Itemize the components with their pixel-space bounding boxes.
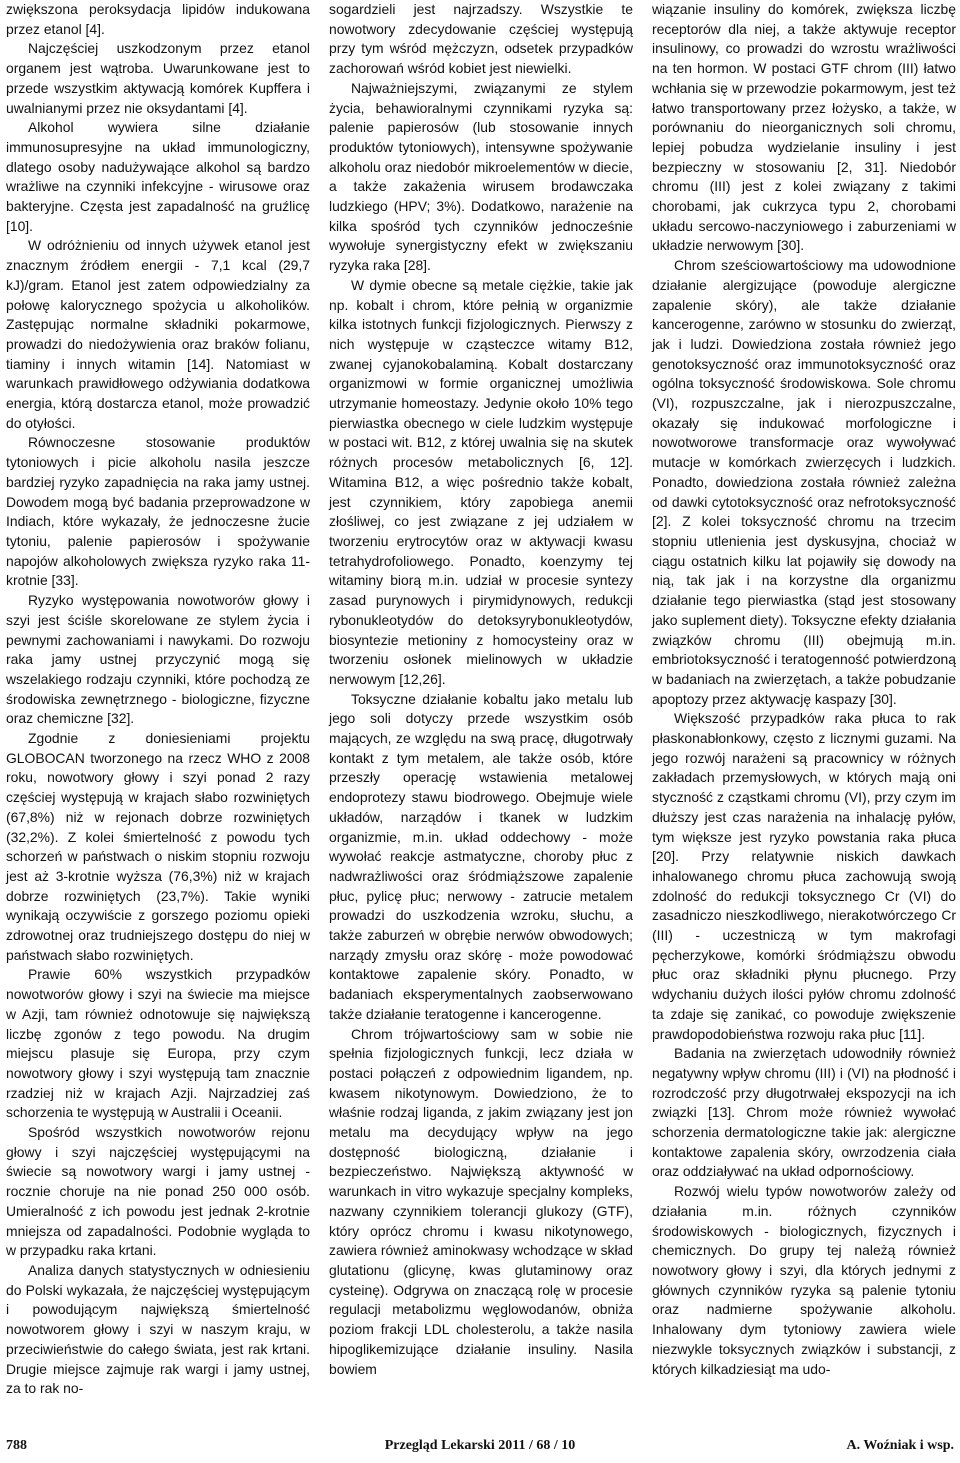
paragraph: W dymie obecne są metale ciężkie, takie jak np. kobalt i chrom, które pełnią w organizmie kilka istotnych funkcji fizjologicznych. Pierwszy z nich występuje w cząsteczce witamy B12, zwanej cyjanokobalaminą. Kobalt dostarczany organizmowi w formie organicznej umożliwia utrzymanie homeostazy. Jedynie około 10% tego pierwiastka obecnego w ciele ludzkim występuje w postaci wit. B12, z której uwalnia się na skutek różnych procesów metabolicznych [6, 12]. Witamina B12, a więc pośrednio także kobalt, jest czynnikiem, który zapobiega anemii złośliwej, co jest związane z jej udziałem w tworzeniu erytrocytów oraz w aktywacji kwasu tetrahydrofoliowego. Ponadto, koenzymy tej witaminy biorą m.in. udział w procesie syntezy zasad purynowych i pirymidynowych, redukcji rybonukleotydów do detoksyrybonukleotydów, biosyntezie metioniny z homocysteiny oraz w tworzeniu osłonek mielinowych w układzie nerwowym [12,26]. (329, 276, 633, 687)
text-column-right (652, 0, 956, 1379)
journal-citation: Przegląd Lekarski 2011 / 68 / 10 (384, 1438, 576, 1453)
article-authors: A. Woźniak i wsp. (846, 1438, 954, 1453)
paragraph: Chrom trójwartościowy sam w sobie nie spełnia fizjologicznych funkcji, lecz działa w postaci połączeń z odpowiednim ligandem, np. kwasem nikotynowym. Dowiedziono, że to właśnie rodzaj liganda, z jakim związany jest jon metalu ma decydujący wpływ na jego dostępność biologiczną, działanie i bezpieczeństwo. Największą aktywność w warunkach in vitro wykazuje specjalny kompleks, nazwany czynnikiem tolerancji glukozy (GTF), który oprócz chromu i kwasu nikotynowego, zawiera również aminokwasy wchodzące w skład glutationu (glicynę, kwas glutaminowy oraz cysteinę). Odgrywa on znaczącą rolę w procesie regulacji metabolizmu węglowodanów, obniża poziom frakcji LDL cholesterolu, a także nasila hipoglikemizujące działanie insuliny. Nasila bowiem (329, 1025, 633, 1377)
paragraph: zwiększona peroksydacja lipidów indukowana przez etanol [4]. (6, 1, 310, 37)
paragraph: W odróżnieniu od innych używek etanol jest znacznym źródłem energii - 7,1 kcal (29,7 kJ)/gram. Etanol jest zatem odpowiedzialny za połowę kalorycznego spożycia u alkoholików. Zastępując normalne składniki pokarmowe, prowadzi do niedożywienia oraz braków folianu, tiaminy i innych witamin [14]. Natomiast w warunkach prawidłowego odżywiania dodatkowa energia, którą dostarcza etanol, może prowadzić do otyłości. (6, 237, 310, 431)
paragraph: Chrom sześciowartościowy ma udowodnione działanie alergizujące (powoduje alergiczne zapalenie skóry), ale także działanie kancerogenne, zarówno w stosunku do zwierząt, jak i ludzi. Dowiedziona została również jego genotoksyczność oraz immunotoksyczność oraz ogólna toksyczność środowiskowa. Sole chromu (VI), rozpuszczalne, jak i nierozpuszczalne, okazały się indukować morfologiczne i nowotworowe transformacje oraz wywoływać mutacje w komórkach zwierzęcych i ludzkich. Ponadto, dowiedziona została również zależna od dawki cytotoksyczność oraz nefrotoksyczność [2]. Z kolei toksyczność chromu na trzecim stopniu utlenienia jest dyskusyjna, chociaż w ciągu ostatnich kilku lat pojawiły się dowody na nią, tak jak i na korzystne dla organizmu działanie tego pierwiastka (stąd jest stosowany jako suplement diety). Toksyczne efekty działania związków chromu (III) obejmują m.in. embriotoksyczność i teratogenność potwierdzoną w badaniach na zwierzętach, a także pobudzanie apoptozy przez aktywację kaspazy [30]. (652, 257, 956, 707)
paragraph: Najczęściej uszkodzonym przez etanol organem jest wątroba. Uwarunkowane jest to przede wszystkim aktywacją komórek Kupffera i uwalnianymi przez nie oksydantami [4]. (6, 40, 310, 116)
paragraph: Równoczesne stosowanie produktów tytoniowych i picie alkoholu nasila jeszcze bardziej ryzyko zapadnięcia na raka jamy ustnej. Dowodem mogą być badania przeprowadzone w Indiach, które wykazały, że jednoczesne żucie tytoniu, palenie papierosów i spożywanie napojów alkoholowych zwiększa ryzyko raka 11-krotnie [33]. (6, 434, 310, 589)
paragraph: wiązanie insuliny do komórek, zwiększa liczbę receptorów dla niej, a także aktywuje receptor insulinowy, co prowadzi do wzrostu wrażliwości na ten hormon. W postaci GTF chrom (III) łatwo wchłania się w przewodzie pokarmowym, jest też łatwo transportowany przez łożysko, a także, w porównaniu do nieorganicznych soli chromu, lepiej pobudza wydzielanie insuliny i jest bezpieczny w stosowaniu [2, 31]. Niedobór chromu (III) jest z kolei związany z takimi chorobami, jak cukrzyca typu 2, chorobami układu sercowo-naczyniowego i zaburzeniami w układzie nerwowym [30]. (652, 1, 956, 254)
paragraph: sogardzieli jest najrzadszy. Wszystkie te nowotwory zdecydowanie częściej występują przy tym wśród mężczyzn, odsetek przypadków zachorowań wśród kobiet jest niewielki. (329, 1, 633, 77)
text-column-middle (329, 0, 633, 1379)
paragraph: Najważniejszymi, związanymi ze stylem życia, behawioralnymi czynnikami ryzyka są: palenie papierosów (lub stosowanie innych produktów tytoniowych), intensywne spożywanie alkoholu oraz niedobór mikroelementów w diecie, a także zakażenia wirusem brodawczaka ludzkiego (HPV; 3%). Dodatkowo, narażenie na kilka spośród tych czynników jednocześnie wywołuje synergistyczny efekt w zwiększaniu ryzyka raka [28]. (329, 79, 633, 274)
paragraph: Rozwój wielu typów nowotworów zależy od działania m.in. różnych czynników środowiskowych - biologicznych, fizycznych i chemicznych. Do grupy tej należą również nowotwory głowy i szyi, dla których jednymi z głównych czynników ryzyka są palenie tytoniu oraz nadmierne spożywanie alkoholu. Inhalowany dym tytoniowy zawiera wiele niezwykle toksycznych związków i substancji, z których kilkadziesiąt ma udo- (652, 1183, 956, 1377)
page-footer (0, 1438, 960, 1458)
paragraph: Toksyczne działanie kobaltu jako metalu lub jego soli dotyczy przede wszystkim osób mających, ze względu na swą pracę, długotrwały kontakt z tym metalem, ale także osób, które przeszły operację wstawienia metalowej endoprotezy stawu biodrowego. Obejmuje wiele układów, narządów i tkanek w ludzkim organizmie, m.in. układ oddechowy - może wywołać reakcje astmatyczne, choroby płuc z nadwrażliwości oraz śródmiąższowe zapalenie płuc, pylicę płuc; nerwowy - zatrucie metalem prowadzi do uszkodzenia wzroku, słuchu, a także zaburzeń w obrębie nerwów obwodowych; narządy zmysłu oraz skórę - może powodować kontaktowe zapalenie skóry. Ponadto, w badaniach eksperymentalnych zaobserwowano także działanie teratogenne i kancerogenne. (329, 690, 633, 1022)
paragraph: Badania na zwierzętach udowodniły również negatywny wpływ chromu (III) i (VI) na płodność i rozrodczość przy długotrwałej ekspozycji na ich związki [13]. Chrom może również wywołać schorzenia dermatologiczne takie jak: alergiczne kontaktowe zapalenia skóry, owrzodzenia ciała oraz oddziaływać na układ odpornościowy. (652, 1045, 956, 1180)
paragraph: Alkohol wywiera silne działanie immunosupresyjne na układ immunologiczny, dlatego osoby nadużywające alkohol są bardzo wrażliwe na czynniki infekcyjne - wirusowe oraz bakteryjne. Częsta jest zapadalność na gruźlicę [10]. (6, 119, 310, 234)
paragraph: Większość przypadków raka płuca to rak płaskonabłonkowy, często z licznymi guzami. Na jego rozwój narażeni są pracownicy w różnych zakładach przemysłowych, w których mają oni styczność z cząstkami chromu (VI), przy czym im dłuższy jest czas narażenia na inhalację pyłów, tym większe jest ryzyko powstania raka płuca [20]. Przy relatywnie niskich dawkach inhalowanego chromu płuca zachowują swoją zdolność do redukcji toksycznego Cr (VI) do zasadniczo nieszkodliwego, nierakotwórczego Cr (III) - uczestniczą w tym makrofagi pęcherzykowe, komórki śródmiąższu obwodu płuc oraz składniki płynu płucnego. Przy wdychaniu dużych ilości pyłów chromu zdolność ta zdaje się zanikać, co powoduje zwiększenie prawdopodobieństwa rozwoju raka płuc [11]. (652, 710, 956, 1042)
page-number: 788 (6, 1438, 27, 1453)
paragraph: Analiza danych statystycznych w odniesieniu do Polski wykazała, że najczęściej występującym i powodującym największą śmiertelność nowotworem głowy i szyi w naszym kraju, w przeciwieństwie do całego świata, jest rak krtani. Drugie miejsce zajmuje rak wargi i jamy ustnej, za to rak no- (6, 1262, 310, 1397)
text-column-left (6, 0, 310, 1399)
paragraph: Spośród wszystkich nowotworów rejonu głowy i szyi najczęściej występującymi na świecie są nowotwory wargi i jamy ustnej - rocznie choruje na nie ponad 250 000 osób. Umieralność z ich powodu jest jednak 2-krotnie mniejsza od zapadalności. Podobnie wygląda to w przypadku raka krtani. (6, 1124, 310, 1259)
paragraph: Prawie 60% wszystkich przypadków nowotworów głowy i szyi na świecie ma miejsce w Azji, tam również odnotowuje się największą liczbę zgonów z tego powodu. Na drugim miejscu plasuje się Europa, przy czym nowotwory głowy i szyi występują tam znacznie rzadziej niż w krajach Azji. Najrzadziej zaś schorzenia te występują w Australii i Oceanii. (6, 966, 310, 1121)
paragraph: Ryzyko występowania nowotworów głowy i szyi jest ściśle skorelowane ze stylem życia i pewnymi zachowaniami i nawykami. Do rozwoju raka jamy ustnej przyczynić mogą się wszelakiego rodzaju czynniki, które pochodzą ze środowiska zewnętrznego - biologiczne, fizyczne oraz chemiczne [32]. (6, 592, 310, 727)
paragraph: Zgodnie z doniesieniami projektu GLOBOCAN tworzonego na rzecz WHO z 2008 roku, nowotwory głowy i szyi ponad 2 razy częściej występują w krajach słabo rozwiniętych (67,8%) niż w rejonach dobrze rozwiniętych (32,2%). Z kolei śmiertelność z powodu tych schorzeń w państwach o niskim stopniu rozwoju jest aż 3-krotnie wyższa (76,3%) niż w krajach dobrze rozwiniętych (23,7%). Takie wyniki wynikają oczywiście z gorszego poziomu opieki zdrowotnej oraz trudniejszego dostępu do niej w państwach słabo rozwiniętych. (6, 730, 310, 963)
